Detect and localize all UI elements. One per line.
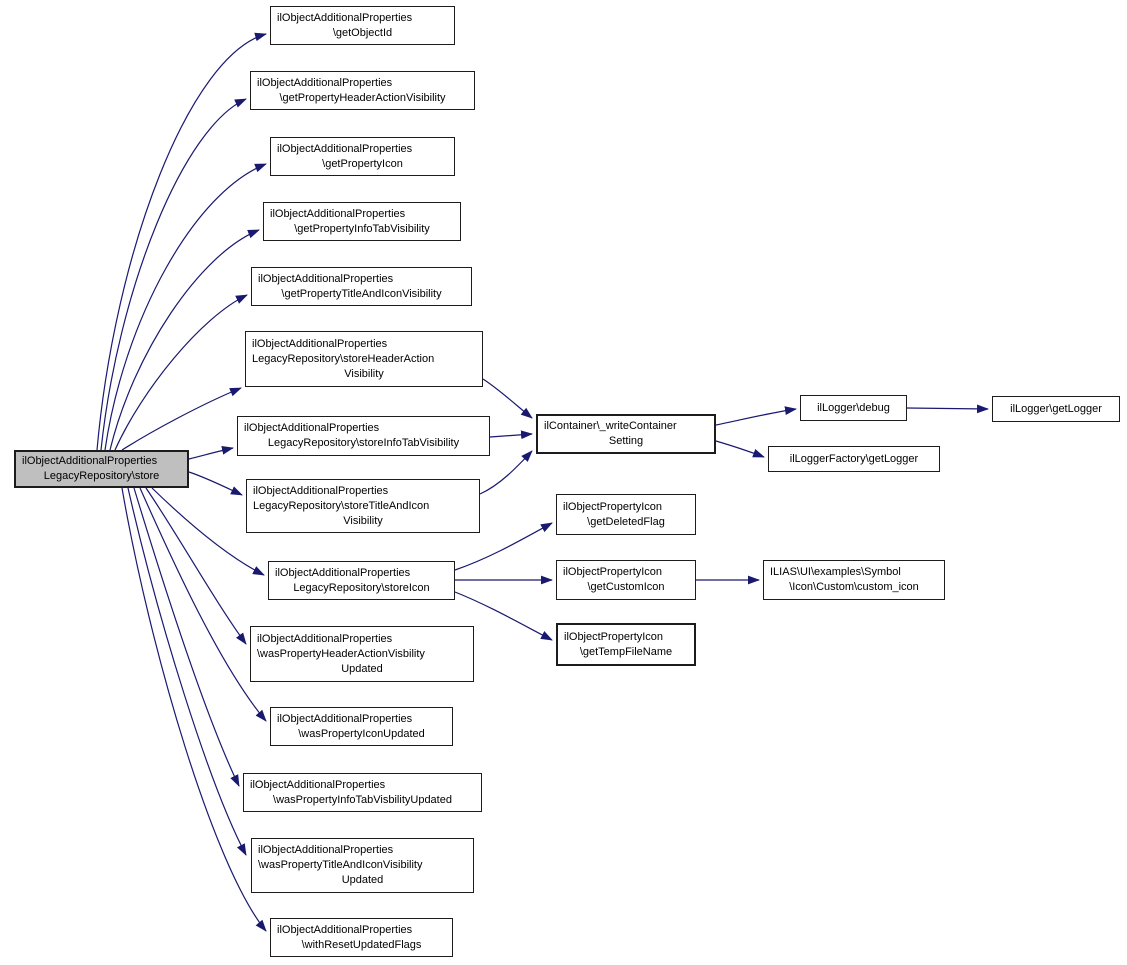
node-logger-factory-get-logger[interactable] bbox=[768, 446, 940, 472]
node-label-line: ilLoggerFactory\getLogger bbox=[789, 452, 919, 465]
node-label-line: \getPropertyHeaderActionVisibility bbox=[279, 91, 446, 104]
edge-store-to-wasPropertyInfoTabVisbilityUpdated bbox=[134, 488, 239, 786]
edge-writeContainerSetting-to-loggerFactoryGetLogger bbox=[716, 441, 764, 457]
node-label-line: \wasPropertyInfoTabVisbilityUpdated bbox=[273, 793, 452, 806]
node-store-info-tab-visibility[interactable] bbox=[237, 416, 490, 456]
node-label-line: \withResetUpdatedFlags bbox=[301, 938, 422, 951]
node-get-custom-icon[interactable] bbox=[556, 560, 696, 600]
node-label-line: Updated bbox=[341, 874, 384, 886]
node-label-line: \wasPropertyHeaderActionVisbility bbox=[257, 647, 425, 660]
node-logger-get-logger[interactable] bbox=[992, 396, 1120, 422]
edge-store-to-storeInfoTabVisibility bbox=[189, 448, 233, 459]
node-get-deleted-flag[interactable] bbox=[556, 494, 696, 535]
node-was-property-header-action-visbility-updated[interactable] bbox=[250, 626, 474, 682]
node-label-line: ilObjectAdditionalProperties bbox=[253, 484, 389, 497]
node-get-object-id[interactable] bbox=[270, 6, 455, 45]
node-label-line: \getPropertyIcon bbox=[322, 157, 403, 170]
node-label-line: ilLogger\getLogger bbox=[1010, 402, 1102, 415]
node-label-line: \getCustomIcon bbox=[587, 581, 665, 593]
node-was-property-title-and-icon-visibility-updated[interactable] bbox=[251, 838, 474, 893]
node-label-line: \getDeletedFlag bbox=[587, 515, 665, 528]
node-get-property-title-and-icon-visibility[interactable] bbox=[251, 267, 472, 306]
node-label-line: ilObjectAdditionalProperties bbox=[270, 207, 406, 220]
node-label-line: LegacyRepository\storeTitleAndIcon bbox=[253, 499, 430, 512]
node-with-reset-updated-flags[interactable] bbox=[270, 918, 453, 957]
edge-store-to-storeHeaderActionVisibility bbox=[122, 388, 241, 450]
node-label-line: ilObjectPropertyIcon bbox=[563, 500, 663, 513]
edge-store-to-getPropertyTitleAndIconVisibility bbox=[115, 295, 247, 450]
node-label-line: ilObjectAdditionalProperties bbox=[252, 337, 388, 350]
node-store-root bbox=[14, 450, 189, 488]
node-label-line: LegacyRepository\storeHeaderAction bbox=[252, 352, 435, 365]
edge-storeTitleAndIconVisibility-to-writeContainerSetting bbox=[480, 451, 532, 494]
node-store-header-action-visibility[interactable] bbox=[245, 331, 483, 387]
node-label-line: LegacyRepository\store bbox=[43, 470, 160, 482]
node-label-line: ilObjectPropertyIcon bbox=[564, 630, 664, 643]
node-write-container-setting[interactable] bbox=[536, 414, 716, 454]
node-was-property-info-tab-visbility-updated[interactable] bbox=[243, 773, 482, 812]
node-get-property-info-tab-visibility[interactable] bbox=[263, 202, 461, 241]
node-logger-debug[interactable] bbox=[800, 395, 907, 421]
node-store-title-and-icon-visibility[interactable] bbox=[246, 479, 480, 533]
edge-store-to-storeTitleAndIconVisibility bbox=[189, 472, 242, 495]
edge-store-to-wasPropertyTitleAndIconVisibilityUpdated bbox=[128, 488, 246, 855]
node-label-line: ilObjectAdditionalProperties bbox=[258, 272, 394, 285]
node-label-line: \Icon\Custom\custom_icon bbox=[789, 581, 919, 593]
node-label-line: ILIAS\UI\examples\Symbol bbox=[770, 566, 901, 578]
edge-loggerDebug-to-loggerGetLogger bbox=[907, 408, 988, 409]
node-label-line: \wasPropertyTitleAndIconVisibility bbox=[258, 859, 423, 871]
node-label-line: ilLogger\debug bbox=[817, 401, 890, 414]
node-label-line: ilObjectAdditionalProperties bbox=[258, 844, 394, 856]
node-label-line: Updated bbox=[341, 662, 383, 675]
node-label-line: ilObjectAdditionalProperties bbox=[244, 422, 380, 434]
node-label-line: ilObjectAdditionalProperties bbox=[250, 778, 386, 791]
node-store-icon[interactable] bbox=[268, 561, 455, 600]
node-label-line: \getPropertyTitleAndIconVisibility bbox=[281, 287, 442, 300]
node-get-temp-file-name[interactable] bbox=[556, 623, 696, 666]
node-label-line: LegacyRepository\storeIcon bbox=[293, 581, 430, 594]
node-label-line: ilObjectAdditionalProperties bbox=[22, 455, 158, 467]
node-label-line: Visibility bbox=[344, 367, 384, 380]
edge-store-to-getPropertyIcon bbox=[105, 164, 266, 450]
node-label-line: \getPropertyInfoTabVisibility bbox=[294, 222, 430, 235]
node-label-line: \getObjectId bbox=[332, 26, 393, 39]
node-label-line: ilObjectAdditionalProperties bbox=[257, 76, 393, 89]
node-label-line: ilObjectAdditionalProperties bbox=[277, 11, 413, 24]
node-custom-icon[interactable] bbox=[763, 560, 945, 600]
node-label-line: \wasPropertyIconUpdated bbox=[298, 727, 425, 740]
node-label-line: Visibility bbox=[343, 514, 383, 527]
node-get-property-icon[interactable] bbox=[270, 137, 455, 176]
edge-store-to-wasPropertyHeaderActionVisbilityUpdated bbox=[146, 488, 246, 644]
node-label-line: ilObjectAdditionalProperties bbox=[257, 632, 393, 645]
node-label-line: ilObjectPropertyIcon bbox=[563, 566, 663, 578]
node-label-line: ilObjectAdditionalProperties bbox=[277, 142, 413, 155]
node-label-line: ilObjectAdditionalProperties bbox=[277, 712, 413, 725]
node-label-line: ilContainer\_writeContainer bbox=[544, 420, 677, 432]
edge-writeContainerSetting-to-loggerDebug bbox=[716, 409, 796, 425]
node-label-line: \getTempFileName bbox=[579, 645, 673, 658]
node-get-property-header-action-visibility[interactable] bbox=[250, 71, 475, 110]
node-label-line: ilObjectAdditionalProperties bbox=[275, 566, 411, 579]
edge-store-to-getPropertyHeaderActionVisibility bbox=[101, 99, 246, 450]
node-label-line: LegacyRepository\storeInfoTabVisibility bbox=[267, 437, 460, 449]
node-label-line: ilObjectAdditionalProperties bbox=[277, 923, 413, 936]
edge-storeInfoTabVisibility-to-writeContainerSetting bbox=[490, 434, 532, 437]
edge-storeHeaderActionVisibility-to-writeContainerSetting bbox=[483, 379, 532, 418]
node-was-property-icon-updated[interactable] bbox=[270, 707, 453, 746]
node-label-line: Setting bbox=[608, 435, 644, 447]
